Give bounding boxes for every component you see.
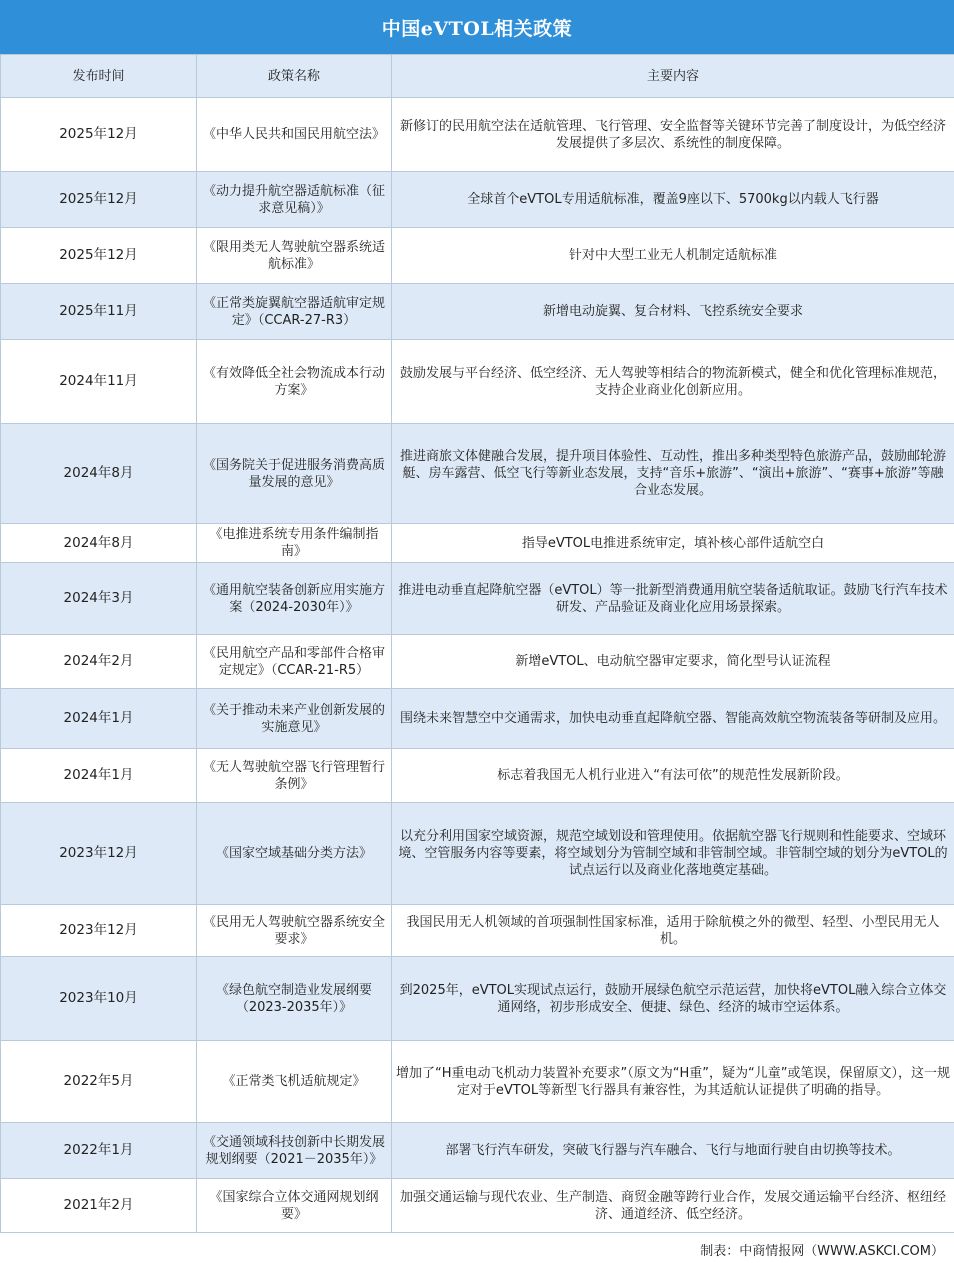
row-policy-name: 《有效降低全社会物流成本行动方案》 bbox=[197, 340, 392, 424]
row-date: 2024年1月 bbox=[1, 689, 197, 749]
row-date: 2024年2月 bbox=[1, 635, 197, 689]
row-content: 全球首个eVTOL专用适航标准，覆盖9座以下、5700kg以内载人飞行器 bbox=[392, 172, 954, 228]
table-row bbox=[1, 689, 954, 749]
row-date: 2024年8月 bbox=[1, 424, 197, 524]
row-content: 新增电动旋翼、复合材料、飞控系统安全要求 bbox=[392, 284, 954, 340]
table-row bbox=[1, 172, 954, 228]
row-date: 2024年11月 bbox=[1, 340, 197, 424]
row-policy-name: 《交通领域科技创新中长期发展规划纲要（2021－2035年）》 bbox=[197, 1123, 392, 1179]
row-policy-name: 《国家空域基础分类方法》 bbox=[197, 803, 392, 905]
table-title: 中国eVTOL相关政策 bbox=[0, 0, 954, 54]
row-policy-name: 《正常类飞机适航规定》 bbox=[197, 1041, 392, 1123]
row-date: 2023年10月 bbox=[1, 957, 197, 1041]
row-content: 鼓励发展与平台经济、低空经济、无人驾驶等相结合的物流新模式，健全和优化管理标准规范，支持企业商业化创新应用。 bbox=[392, 340, 954, 424]
row-policy-name: 《动力提升航空器适航标准（征求意见稿）》 bbox=[197, 172, 392, 228]
row-policy-name: 《民用无人驾驶航空器系统安全要求》 bbox=[197, 905, 392, 957]
table-row bbox=[1, 524, 954, 563]
row-content: 增加了“H重电动飞机动力装置补充要求”（原文为“H重”，疑为“儿童”或笔误，保留原文），这一规定对于eVTOL等新型飞行器具有兼容性，为其适航认证提供了明确的指导。 bbox=[392, 1041, 954, 1123]
row-date: 2025年12月 bbox=[1, 228, 197, 284]
row-date: 2023年12月 bbox=[1, 905, 197, 957]
row-content: 新增eVTOL、电动航空器审定要求，简化型号认证流程 bbox=[392, 635, 954, 689]
row-content: 标志着我国无人机行业进入“有法可依”的规范性发展新阶段。 bbox=[392, 749, 954, 803]
header-row bbox=[1, 55, 954, 98]
row-policy-name: 《中华人民共和国民用航空法》 bbox=[197, 98, 392, 172]
row-policy-name: 《国家综合立体交通网规划纲要》 bbox=[197, 1179, 392, 1233]
table-row bbox=[1, 284, 954, 340]
row-content: 推进电动垂直起降航空器（eVTOL）等一批新型消费通用航空装备适航取证。鼓励飞行汽车技术研发、产品验证及商业化应用场景探索。 bbox=[392, 563, 954, 635]
policy-table bbox=[0, 54, 954, 1233]
header-date: 发布时间 bbox=[1, 55, 197, 98]
table-row bbox=[1, 340, 954, 424]
row-content: 新修订的民用航空法在适航管理、飞行管理、安全监督等关键环节完善了制度设计，为低空经济发展提供了多层次、系统性的制度保障。 bbox=[392, 98, 954, 172]
row-policy-name: 《正常类旋翼航空器适航审定规定》（CCAR-27-R3） bbox=[197, 284, 392, 340]
row-policy-name: 《无人驾驶航空器飞行管理暂行条例》 bbox=[197, 749, 392, 803]
row-date: 2025年12月 bbox=[1, 98, 197, 172]
header-content: 主要内容 bbox=[392, 55, 954, 98]
row-policy-name: 《电推进系统专用条件编制指南》 bbox=[197, 524, 392, 563]
table-row bbox=[1, 905, 954, 957]
row-content: 部署飞行汽车研发，突破飞行器与汽车融合、飞行与地面行驶自由切换等技术。 bbox=[392, 1123, 954, 1179]
row-policy-name: 《绿色航空制造业发展纲要（2023-2035年）》 bbox=[197, 957, 392, 1041]
row-content: 针对中大型工业无人机制定适航标准 bbox=[392, 228, 954, 284]
table-row bbox=[1, 635, 954, 689]
row-policy-name: 《民用航空产品和零部件合格审定规定》（CCAR-21-R5） bbox=[197, 635, 392, 689]
row-date: 2024年1月 bbox=[1, 749, 197, 803]
table-row bbox=[1, 563, 954, 635]
source-footer: 制表：中商情报网（WWW.ASKCI.COM） bbox=[700, 1243, 944, 1259]
table-row bbox=[1, 98, 954, 172]
table-row bbox=[1, 749, 954, 803]
header-name: 政策名称 bbox=[197, 55, 392, 98]
row-date: 2022年5月 bbox=[1, 1041, 197, 1123]
table-row bbox=[1, 1179, 954, 1233]
row-content: 围绕未来智慧空中交通需求，加快电动垂直起降航空器、智能高效航空物流装备等研制及应用。 bbox=[392, 689, 954, 749]
row-date: 2024年3月 bbox=[1, 563, 197, 635]
row-date: 2021年2月 bbox=[1, 1179, 197, 1233]
row-policy-name: 《通用航空装备创新应用实施方案（2024-2030年）》 bbox=[197, 563, 392, 635]
table-row bbox=[1, 424, 954, 524]
table-row bbox=[1, 957, 954, 1041]
row-content: 我国民用无人机领域的首项强制性国家标准，适用于除航模之外的微型、轻型、小型民用无人机。 bbox=[392, 905, 954, 957]
row-date: 2022年1月 bbox=[1, 1123, 197, 1179]
row-date: 2024年8月 bbox=[1, 524, 197, 563]
row-content: 推进商旅文体健融合发展，提升项目体验性、互动性，推出多种类型特色旅游产品，鼓励邮轮游艇、房车露营、低空飞行等新业态发展，支持“音乐+旅游”、“演出+旅游”、“赛事+旅游”等融合业态发展。 bbox=[392, 424, 954, 524]
row-date: 2025年12月 bbox=[1, 172, 197, 228]
row-policy-name: 《国务院关于促进服务消费高质量发展的意见》 bbox=[197, 424, 392, 524]
table-row bbox=[1, 1041, 954, 1123]
row-content: 到2025年，eVTOL实现试点运行，鼓励开展绿色航空示范运营，加快将eVTOL融入综合立体交通网络，初步形成安全、便捷、绿色、经济的城市空运体系。 bbox=[392, 957, 954, 1041]
row-content: 指导eVTOL电推进系统审定，填补核心部件适航空白 bbox=[392, 524, 954, 563]
row-date: 2025年11月 bbox=[1, 284, 197, 340]
row-date: 2023年12月 bbox=[1, 803, 197, 905]
table-row bbox=[1, 1123, 954, 1179]
row-content: 以充分利用国家空域资源，规范空域划设和管理使用。依据航空器飞行规则和性能要求、空域环境、空管服务内容等要素，将空域划分为管制空域和非管制空域。非管制空域的划分为eVTOL的试点运行以及商业化落地奠定基础。 bbox=[392, 803, 954, 905]
table-row bbox=[1, 803, 954, 905]
row-policy-name: 《限用类无人驾驶航空器系统适航标准》 bbox=[197, 228, 392, 284]
table-row bbox=[1, 228, 954, 284]
row-policy-name: 《关于推动未来产业创新发展的实施意见》 bbox=[197, 689, 392, 749]
row-content: 加强交通运输与现代农业、生产制造、商贸金融等跨行业合作，发展交通运输平台经济、枢纽经济、通道经济、低空经济。 bbox=[392, 1179, 954, 1233]
